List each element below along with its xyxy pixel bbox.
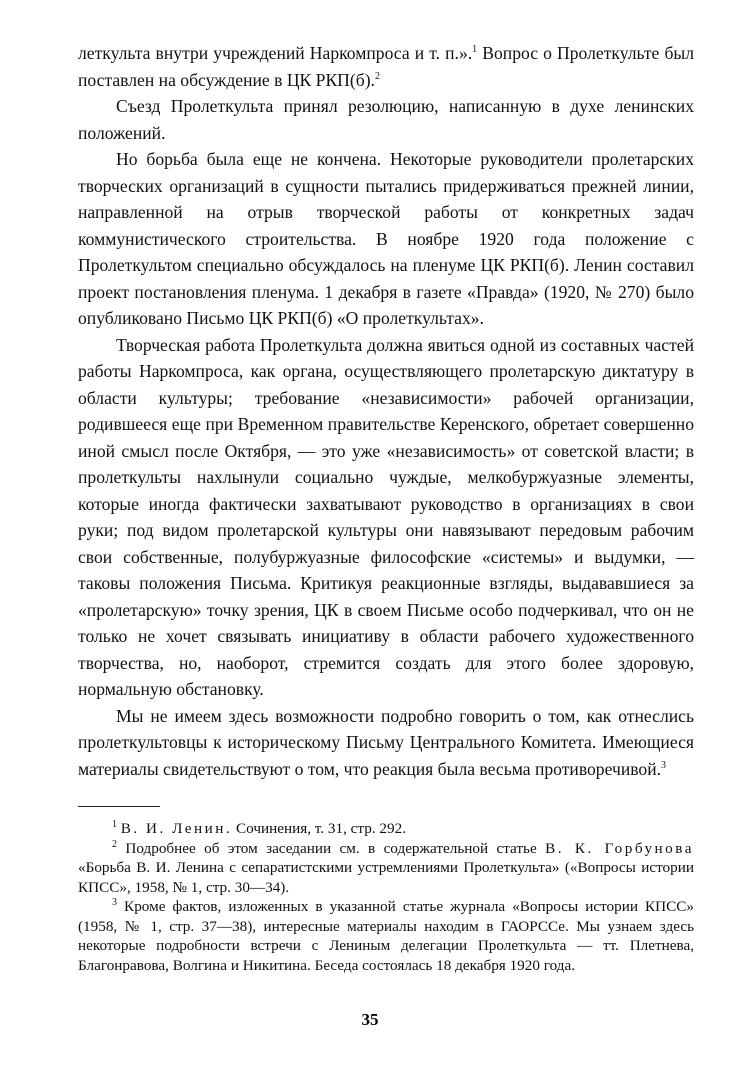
- footnote-1-author: В. И. Ленин.: [120, 820, 233, 837]
- paragraph-4: Творческая работа Пролеткульта должна явиться одной из составных частей работы Наркомпроса, как органа, осуществляющего пролетарскую диктатуру в области культуры; требование «независимости» рабочей организации, родившееся еще при Временном правительстве Керенского, обретает совершенно иной смысл после Октября, — это уже «независимость» от советской власти; в пролеткульты нахлынули социально чуждые, мелкобуржуазные элементы, которые иногда фактически захватывают руководство в организациях в свои руки; под видом пролетарской культуры они навязывают передовым рабочим свои собственные, полубуржуазные философские «системы» и выдумки, — таковы положения Письма. Критикуя реакционные взгляды, выдававшиеся за «пролетарскую» точку зрения, ЦК в своем Письме особо подчеркивал, что он не только не хочет связывать инициативу в области рабочего художественного творчества, но, наоборот, стремится создать для этого более здоровую, нормальную обстановку.: [78, 334, 694, 699]
- paragraph-3: Но борьба была еще не кончена. Некоторые руководители пролетарских творческих организаций в сущности пытались придерживаться прежней линии, направленной на отрыв творческой работы от конкретных задач коммунистического строительства. В ноябре 1920 года положение с Пролеткультом специально обсуждалось на пленуме ЦК РКП(б). Ленин составил проект постановления пленума. 1 декабря в газете «Правда» (1920, № 270) было опубликовано Письмо ЦК РКП(б) «О пролеткультах».: [78, 149, 694, 328]
- footnote-2-author: В. К. Горбунова: [545, 839, 694, 857]
- footnote-3: [78, 897, 694, 975]
- page: [78, 40, 694, 975]
- footnote-1-mark: 1: [112, 818, 117, 830]
- footnote-2-text-b: «Борьба В. И. Ленина с сепаратистскими устремлениями Пролеткульта» («Вопросы истории КПСС», 1958, № 1, стр. 30—34).: [78, 859, 694, 896]
- footnote-ref-2: 2: [374, 70, 380, 82]
- footnote-1-text: Сочинения, т. 31, стр. 292.: [232, 820, 406, 837]
- footnote-divider: [78, 806, 160, 807]
- footnote-2-text-a: Подробнее об этом заседании см. в содержательной статье: [117, 839, 546, 857]
- footnotes: [78, 819, 694, 975]
- footnote-3-mark: 3: [112, 896, 117, 908]
- paragraph-1: [78, 40, 694, 93]
- page-number: 35: [361, 1010, 379, 1029]
- paragraph-2: Съезд Пролеткульта принял резолюцию, написанную в духе ленинских положений.: [78, 96, 694, 143]
- footnote-ref-1: 1: [472, 44, 478, 56]
- paragraph-5: [78, 703, 694, 783]
- p5-text: Мы не имеем здесь возможности подробно говорить о том, как отнеслись пролеткультовцы к историческому Письму Центрального Комитета. Имеющиеся материалы свидетельствуют о том, что реакция была весьма противоречивой.: [78, 705, 694, 779]
- p1-text-a: леткульта внутри учреждений Наркомпроса и т. п.».: [78, 43, 473, 63]
- p1-text-b: Вопрос о Пролеткульте был поставлен на обсуждение в ЦК РКП(б).: [78, 43, 695, 90]
- footnote-1: [78, 819, 694, 839]
- footnote-ref-3: 3: [661, 759, 667, 771]
- footnote-3-text: Кроме фактов, изложенных в указанной статье журнала «Вопросы истории КПСС» (1958, № 1, стр. 37—38), интересные материалы находим в ГАОРССе. Мы узнаем здесь некоторые подробности встречи с Лениным делегации Пролеткульта — тт. Плетнева, Благонравова, Волгина и Никитина. Беседа состоялась 18 декабря 1920 года.: [78, 898, 694, 974]
- main-text: [78, 40, 694, 782]
- footnote-2-mark: 2: [112, 838, 117, 850]
- footnote-2: [78, 839, 694, 898]
